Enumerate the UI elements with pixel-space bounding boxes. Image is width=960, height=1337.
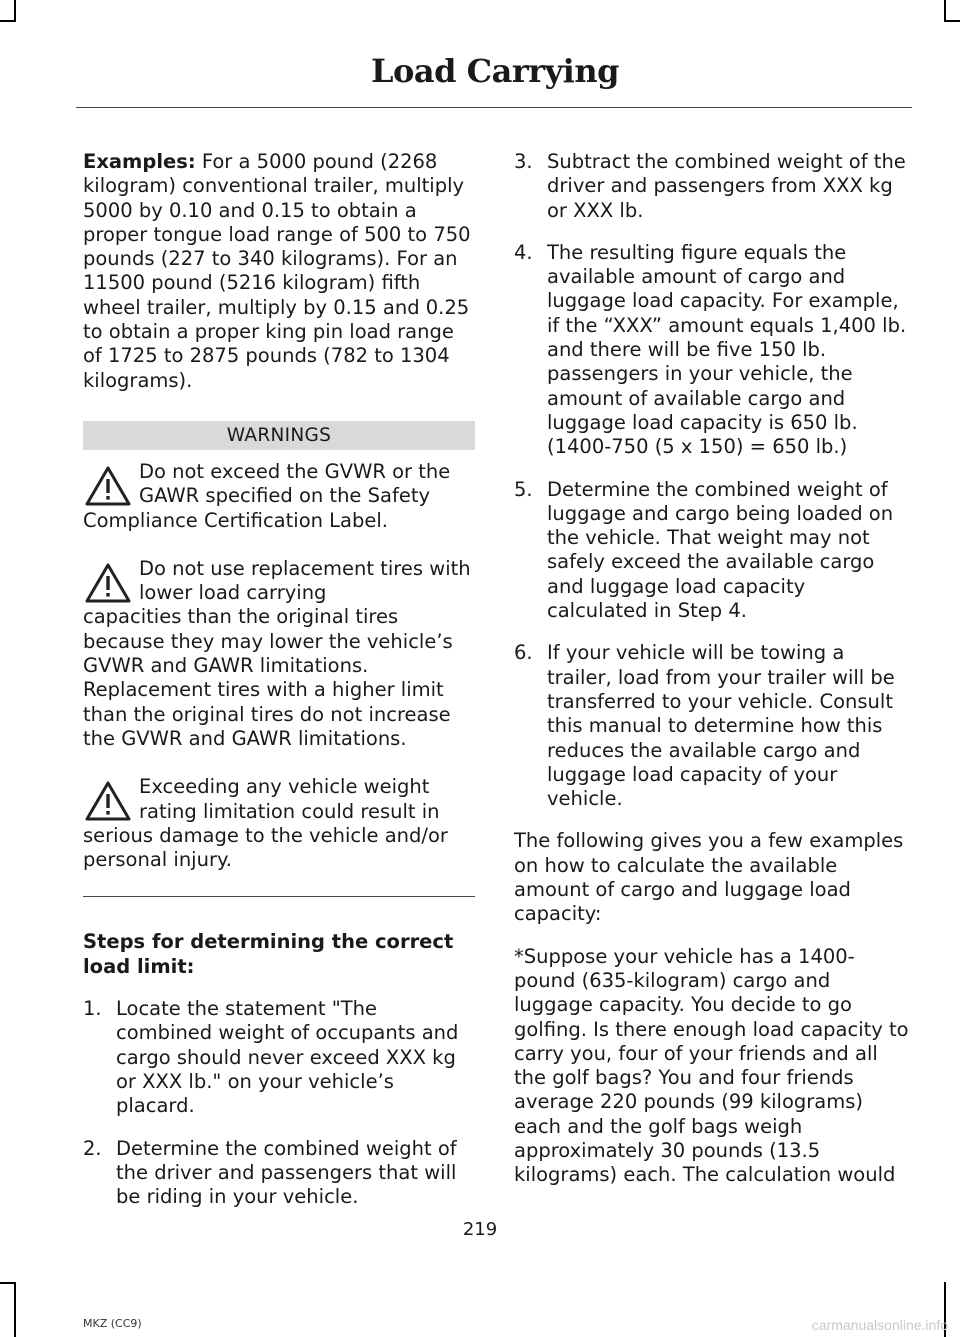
warning-item: [83, 460, 475, 533]
list-item: [514, 241, 910, 460]
crop-mark-bottom-left-h: [0, 1282, 16, 1284]
list-item: [83, 997, 475, 1118]
page-number: 219: [462, 1219, 498, 1240]
warning-text-first: Do not use replacement tires with lower load carrying: [139, 556, 471, 605]
step-text: If your vehicle will be towing a trailer, load from your trailer will be transferred to your vehicle. Consult this manual to determine how this reduces the available cargo and luggage load capacity of your vehicle.: [547, 641, 895, 811]
crop-mark-top-right-v: [944, 0, 946, 20]
crop-mark-bottom-left-v: [14, 1282, 16, 1337]
step-number: 2.: [83, 1136, 102, 1160]
step-text: Locate the statement "The combined weight of occupants and cargo should never exceed XXX kg or XXX lb." on your vehicle’s placard.: [116, 997, 459, 1118]
warning-triangle-icon: [83, 464, 133, 508]
warning-item: [83, 557, 475, 751]
list-item: [514, 150, 910, 223]
model-code: MKZ (CC9): [83, 1317, 142, 1330]
warning-triangle-icon: [83, 779, 133, 823]
steps-list-right: [514, 150, 910, 811]
header-divider: [76, 107, 912, 108]
steps-heading: Steps for determining the correct load limit:: [83, 930, 454, 978]
warning-triangle-icon: [83, 561, 133, 605]
watermark: carmanualsonline.info: [811, 1317, 948, 1333]
right-column: [514, 150, 910, 1206]
step-number: 3.: [514, 150, 533, 173]
list-item: [83, 1137, 475, 1210]
step-number: 1.: [83, 997, 102, 1021]
step-number: 4.: [514, 240, 533, 264]
warning-text-rest: Compliance Certification Label.: [83, 508, 388, 532]
section-divider: [83, 896, 475, 897]
left-column: [83, 150, 475, 1227]
golf-example-paragraph: *Suppose your vehicle has a 1400-pound (635-kilogram) cargo and luggage capacity. You decide to go golfing. Is there enough load capacity to carry you, four of your friends and all the golf bags? You and four friends average 220 pounds (99 kilograms) each and the golf bags weigh approximately 30 pounds (13.5 kilograms) each. The calculation would: [514, 944, 909, 1187]
warning-text-first: Do not exceed the GVWR or the GAWR specified on the Safety: [139, 459, 451, 508]
list-item: [514, 478, 910, 624]
list-item: [514, 641, 910, 811]
warning-text-rest: serious damage to the vehicle and/or personal injury.: [83, 823, 448, 872]
page-title: Load Carrying: [371, 52, 619, 90]
crop-mark-top-left-h: [0, 20, 16, 22]
examples-paragraph: [83, 150, 475, 393]
step-text: Determine the combined weight of the driver and passengers that will be riding in your vehicle.: [116, 1136, 457, 1209]
step-text: The resulting figure equals the available amount of cargo and luggage load capacity. For example, if the “XXX” amount equals 1,400 lb. and there will be five 150 lb. passengers in your vehicle, the amount of available cargo and luggage load capacity is 650 lb. (1400-750 (5 x 150) = 650 lb.): [547, 240, 907, 459]
crop-mark-top-right-h: [944, 20, 960, 22]
examples-text: For a 5000 pound (2268 kilogram) conventional trailer, multiply 5000 by 0.10 and 0.15 to obtain a proper tongue load range of 500 to 750 pounds (227 to 340 kilograms). For an 11500 pound (5216 kilogram) fifth wheel trailer, multiply by 0.15 and 0.25 to obtain a proper king pin load range of 1725 to 2875 pounds (782 to 1304 kilograms).: [83, 150, 471, 392]
crop-mark-top-left-v: [14, 0, 16, 20]
step-number: 6.: [514, 641, 533, 665]
step-text: Determine the combined weight of luggage and cargo being loaded on the vehicle. That weight may not safely exceed the available cargo and luggage load capacity calculated in Step 4.: [547, 477, 894, 623]
warning-text-rest: capacities than the original tires because they may lower the vehicle’s GVWR and GAWR limitations. Replacement tires with a higher limit than the original tires do not increase the GVWR and GAWR limitations.: [83, 605, 453, 750]
warning-text-first: Exceeding any vehicle weight rating limitation could result in: [139, 775, 440, 823]
examples-label: Examples:: [83, 150, 196, 173]
warnings-heading: WARNINGS: [83, 421, 475, 450]
examples-intro-paragraph: The following gives you a few examples on how to calculate the available amount of cargo and luggage load capacity:: [514, 829, 904, 926]
step-number: 5.: [514, 477, 533, 501]
warning-item: [83, 775, 475, 872]
step-text: Subtract the combined weight of the driver and passengers from XXX kg or XXX lb.: [547, 150, 906, 222]
steps-list-left: [83, 997, 475, 1209]
